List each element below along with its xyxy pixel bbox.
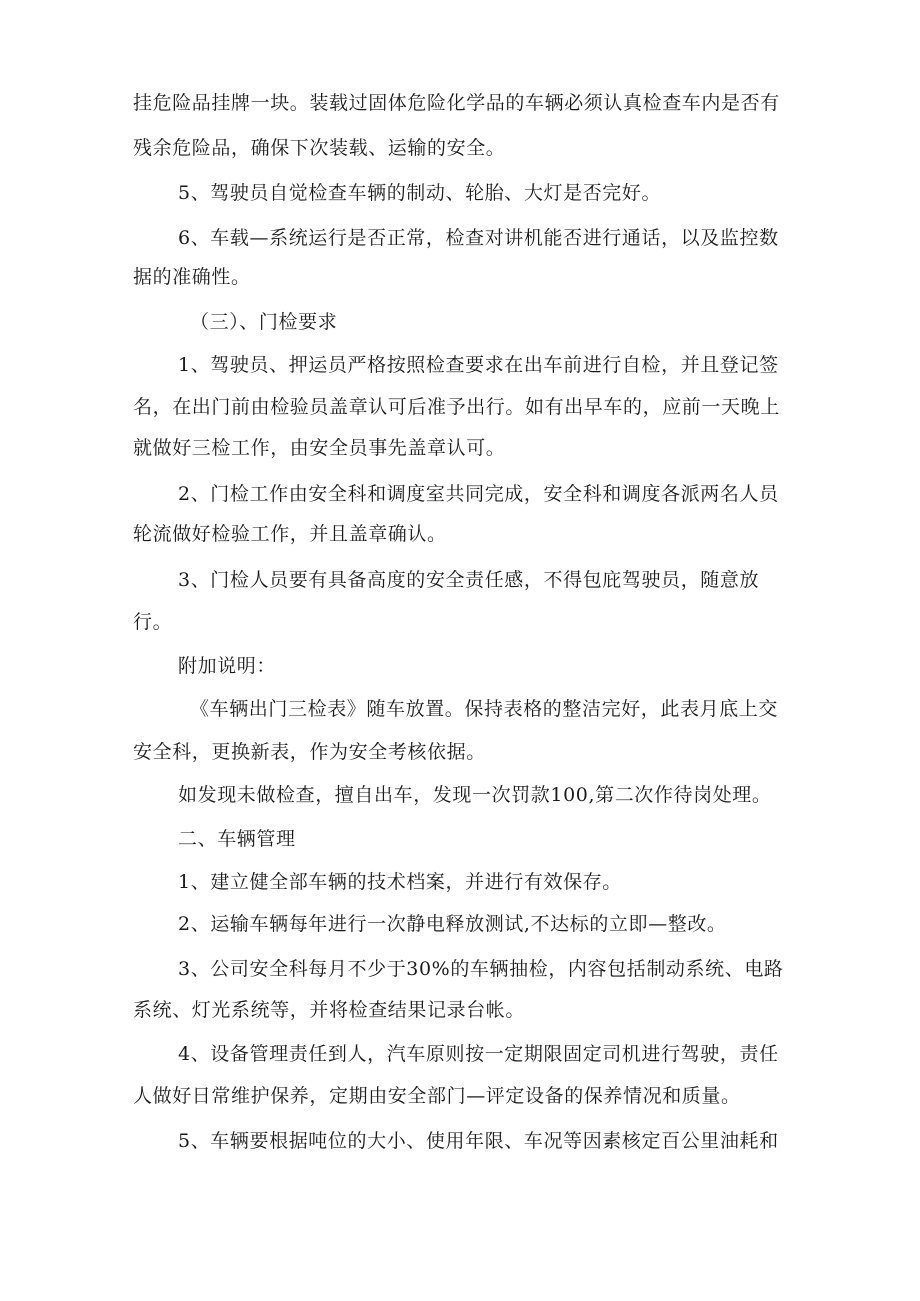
text-line: 据的准确性。 — [133, 266, 251, 288]
text-line: 2、门检工作由安全科和调度室共同完成，安全科和调度各派两名人员 — [178, 483, 779, 505]
text-line: 如发现未做检查，擅自出车，发现一次罚款100,第二次作待岗处理。 — [178, 784, 772, 806]
text-line: 轮流做好检验工作，并且盖章确认。 — [133, 523, 447, 545]
text-line: 名，在出门前由检验员盖章认可后准予出行。如有出早车的，应前一天晚上 — [133, 396, 780, 418]
text-line: 6、车载—系统运行是否正常，检查对讲机能否进行通话，以及监控数 — [178, 227, 779, 249]
text-line: 安全科，更换新表，作为安全考核依据。 — [133, 741, 486, 763]
text-line: 1、驾驶员、押运员严格按照检查要求在出车前进行自检，并且登记签 — [178, 354, 779, 376]
text-line: 残余危险品，确保下次装载、运输的安全。 — [133, 137, 506, 159]
text-line: 5、驾驶员自觉检查车辆的制动、轮胎、大灯是否完好。 — [178, 182, 662, 204]
text-line: 5、车辆要根据吨位的大小、使用年限、车况等因素核定百公里油耗和 — [178, 1130, 779, 1152]
text-line: 1、建立健全部车辆的技术档案，并进行有效保存。 — [178, 871, 622, 893]
text-line: 《车辆出门三检表》随车放置。保持表格的整洁完好，此表月底上交 — [190, 698, 779, 720]
text-line: 4、设备管理责任到人，汽车原则按一定期限固定司机进行驾驶，责任 — [178, 1043, 779, 1065]
text-line: 挂危险品挂牌一块。装载过固体危险化学品的车辆必须认真检查车内是否有 — [133, 92, 780, 114]
text-line: 2、运输车辆每年进行一次静电释放测试,不达标的立即—整改。 — [178, 913, 727, 935]
text-line: 人做好日常维护保养，定期由安全部门—评定设备的保养情况和质量。 — [133, 1085, 741, 1107]
section-heading: 二、车辆管理 — [178, 828, 296, 850]
text-line: 就做好三检工作，由安全员事先盖章认可。 — [133, 437, 506, 459]
section-heading: 附加说明： — [178, 655, 277, 677]
text-line: 3、门检人员要有具备高度的安全责任感，不得包庇驾驶员，随意放 — [178, 569, 760, 591]
text-line: 行。 — [133, 611, 173, 633]
text-line: 3、公司安全科每月不少于30%的车辆抽检，内容包括制动系统、电路 — [178, 958, 784, 980]
text-line: 系统、灯光系统等，并将检查结果记录台帐。 — [133, 999, 526, 1021]
section-heading: （三）、门检要求 — [190, 311, 338, 333]
